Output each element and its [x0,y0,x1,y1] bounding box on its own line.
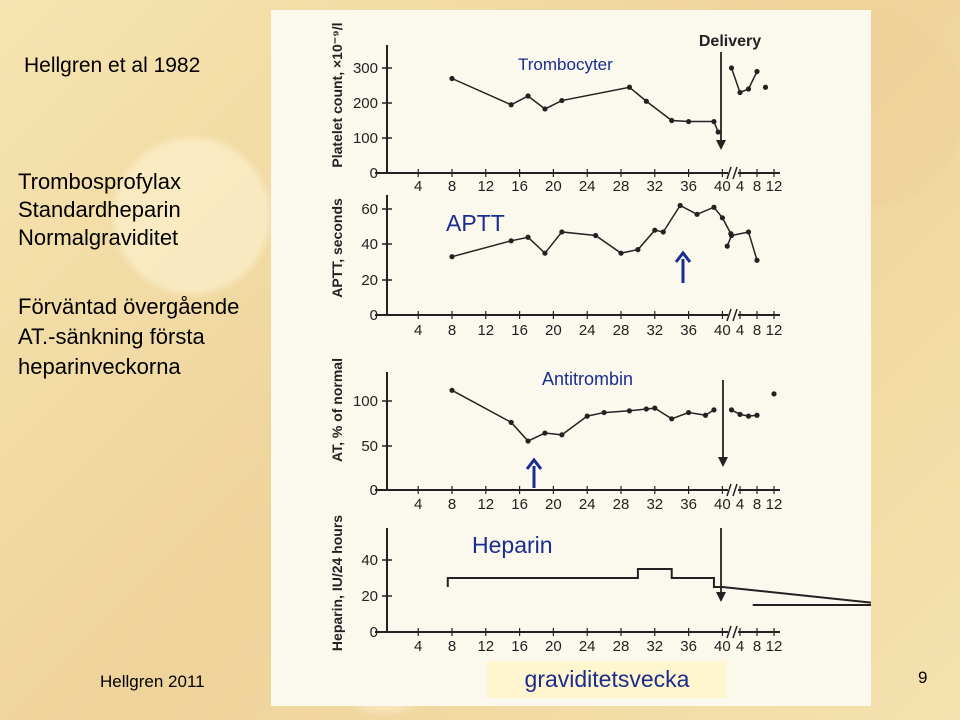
data-point [593,233,598,238]
x-tick-label: 28 [612,322,630,339]
x-tick-label: 12 [477,322,495,339]
slide-heading [18,168,181,252]
x-tick-label: 40 [714,496,731,513]
x-tick-label: 16 [511,178,528,195]
postpartum-series-line [732,68,758,93]
x-tick-label: 4 [414,322,423,339]
heading-line: Standardheparin [18,197,181,222]
x-tick-label: 16 [511,638,528,655]
data-point [525,93,530,98]
x-tick-label: 12 [477,638,495,655]
data-point [746,86,751,91]
y-tick-label: 200 [352,95,378,112]
y-tick-label: 100 [352,130,378,147]
data-point [644,99,649,104]
x-tick-label: 4 [414,178,423,195]
data-point [711,407,716,412]
heading-line: Normalgraviditet [18,225,179,250]
heparin-step-line [448,569,871,605]
x-tick-label: 12 [477,496,495,513]
x-tick-label: 32 [646,322,664,339]
data-point [754,258,759,263]
data-point [585,414,590,419]
data-point [602,410,607,415]
y-tick-label: 40 [361,552,378,569]
y-tick-label: 0 [369,624,378,641]
x-tick-label: 8 [447,322,457,339]
x-tick-label: 8 [447,496,457,513]
data-point [635,247,640,252]
x-tick-label: 12 [765,638,783,655]
y-tick-label: 0 [369,307,378,324]
data-point [652,228,657,233]
data-point [720,215,725,220]
x-tick-label: 8 [752,178,762,195]
x-tick-label: 4 [735,178,745,195]
data-point [542,430,547,435]
x-tick-label: 36 [680,322,697,339]
data-point [737,412,742,417]
panel-title: APTT [446,210,505,236]
footer-citation: Hellgren 2011 [100,672,205,691]
data-point [746,229,751,234]
x-tick-label: 4 [735,638,745,655]
x-tick-label: 12 [765,178,783,195]
x-tick-label: 40 [714,322,731,339]
x-tick-label: 24 [578,322,596,339]
data-point [559,432,564,437]
x-tick-label: 4 [735,496,745,513]
axis-break-mark [733,626,737,638]
x-tick-label: 8 [447,638,457,655]
data-point [669,118,674,123]
data-point [509,420,514,425]
x-tick-label: 28 [612,638,630,655]
y-tick-label: 20 [361,588,378,605]
x-tick-label: 20 [545,496,562,513]
data-point [627,408,632,413]
slide-note [18,292,239,382]
x-tick-label: 36 [680,638,697,655]
axis-break-mark [733,309,737,321]
y-tick-label: 50 [361,438,378,455]
page-number: 9 [918,668,928,687]
data-point [686,119,691,124]
note-line: Förväntad övergående [18,294,240,319]
note-line: AT.-sänkning första [18,324,205,349]
panel-title: Antitrombin [542,369,634,389]
data-point [559,229,564,234]
x-tick-label: 4 [414,638,423,655]
x-tick-label: 40 [714,178,731,195]
x-tick-label: 40 [714,638,731,655]
data-point [746,414,751,419]
y-tick-label: 100 [352,393,378,410]
y-tick-label: 0 [369,482,378,499]
data-point [729,407,734,412]
data-point [711,119,716,124]
y-axis-label: AT, % of normal [329,358,345,462]
x-tick-label: 20 [545,322,562,339]
x-tick-label: 36 [680,178,697,195]
data-point [669,416,674,421]
panel-title: Trombocyter [518,55,613,74]
x-tick-label: 32 [646,638,664,655]
data-point [661,229,666,234]
data-point [509,238,514,243]
y-tick-label: 40 [361,236,378,253]
data-point [678,203,683,208]
data-point [559,98,564,103]
x-tick-label: 4 [414,496,423,513]
x-tick-label: 16 [511,322,528,339]
x-tick-label: 24 [578,638,596,655]
y-axis-label: Platelet count, ×10⁻⁹/l [329,22,345,168]
data-point [542,251,547,256]
x-tick-label: 8 [447,178,457,195]
chart-svg [271,10,871,706]
data-point [725,244,730,249]
data-point [618,251,623,256]
scanned-figure [271,10,871,706]
x-tick-label: 8 [752,638,762,655]
data-point [509,102,514,107]
y-axis-label: APTT, seconds [329,198,345,298]
data-point [644,406,649,411]
data-point [703,413,708,418]
x-tick-label: 8 [752,496,762,513]
x-tick-label: 12 [765,496,783,513]
data-point [737,90,742,95]
data-point [525,438,530,443]
data-point [449,388,454,393]
x-tick-label: 12 [477,178,495,195]
data-point [449,254,454,259]
postpartum-series-line [732,410,758,416]
data-point [525,235,530,240]
data-point [652,406,657,411]
y-tick-label: 20 [361,272,378,289]
x-tick-label: 24 [578,178,596,195]
x-tick-label: 8 [752,322,762,339]
data-point [716,129,721,134]
panel-title: Heparin [472,532,553,558]
data-point [711,205,716,210]
pregnancy-series-line [452,390,714,441]
x-tick-label: 20 [545,638,562,655]
x-tick-label: 4 [735,322,745,339]
heading-line: Trombosprofylax [18,169,182,194]
x-axis-caption: graviditetsvecka [487,661,727,698]
delivery-label: Delivery [698,33,762,50]
data-point [729,65,734,70]
note-line: heparinveckorna [18,354,181,379]
x-tick-label: 32 [646,178,664,195]
pregnancy-series-line [452,79,718,133]
data-point [449,76,454,81]
y-tick-label: 60 [361,201,378,218]
y-axis-label: Heparin, IU/24 hours [329,514,345,652]
axis-break-mark [733,484,737,496]
isolated-data-point [771,391,776,396]
y-tick-label: 300 [352,60,378,77]
x-tick-label: 20 [545,178,562,195]
x-tick-label: 28 [612,496,630,513]
y-tick-label: 0 [369,165,378,182]
citation: Hellgren et al 1982 [24,54,201,77]
delivery-arrow-head [716,140,726,150]
x-tick-label: 36 [680,496,697,513]
x-tick-label: 12 [765,322,783,339]
x-tick-label: 32 [646,496,664,513]
x-tick-label: 28 [612,178,630,195]
x-tick-label: 16 [511,496,528,513]
delivery-arrow-head [716,592,726,602]
data-point [729,233,734,238]
data-point [694,212,699,217]
data-point [686,410,691,415]
data-point [542,106,547,111]
isolated-data-point [763,85,768,90]
data-point [627,85,632,90]
data-point [754,69,759,74]
delivery-arrow-head [718,457,728,467]
x-tick-label: 24 [578,496,596,513]
data-point [754,413,759,418]
